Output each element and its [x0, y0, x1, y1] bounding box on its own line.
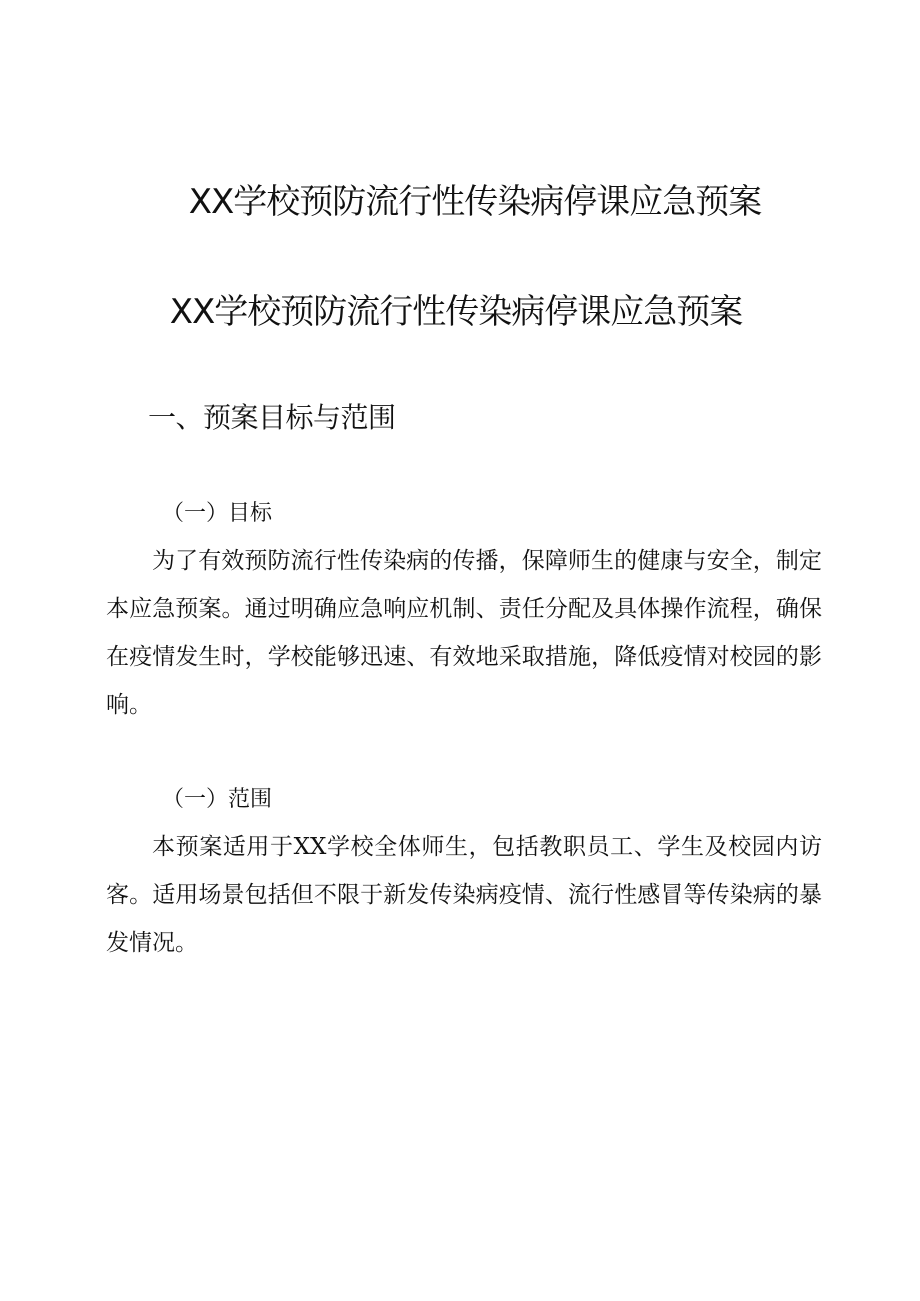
- goal-subheading: （一）目标: [162, 501, 273, 526]
- section-heading: 一、预案目标与范围: [148, 401, 396, 434]
- scope-paragraph: 本预案适用于XX学校全体师生，包括教职员工、学生及校园内访客。适用场景包括但不限于新发传染病疫情、流行性感冒等传染病的暴发情况。: [106, 834, 822, 956]
- document-subtitle: XX学校预防流行性传染病停课应急预案: [169, 292, 743, 332]
- goal-paragraph: 为了有效预防流行性传染病的传播，保障师生的健康与安全，制定本应急预案。通过明确应急响应机制、责任分配及具体操作流程，确保在疫情发生时，学校能够迅速、有效地采取措施，降低疫情对校园的影响。: [106, 548, 822, 718]
- document-title: XX学校预防流行性传染病停课应急预案: [188, 182, 762, 222]
- scope-subheading: （一）范围: [162, 787, 273, 812]
